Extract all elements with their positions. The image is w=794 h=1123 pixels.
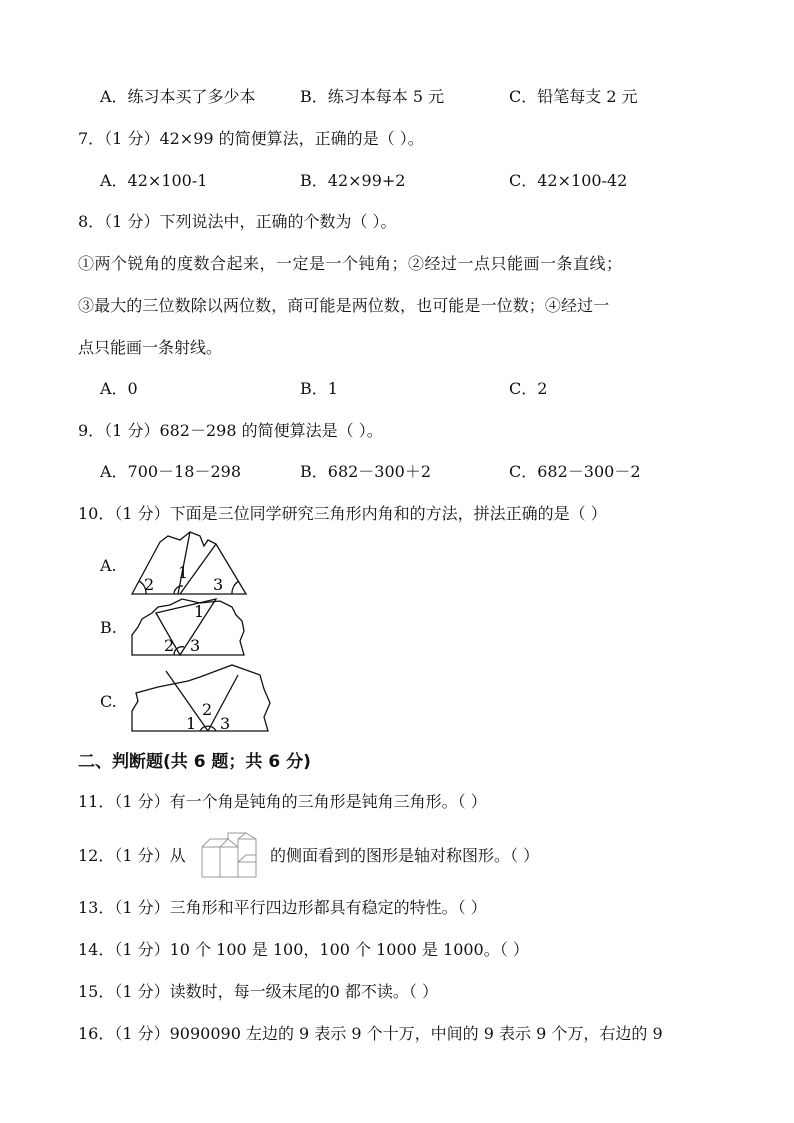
- q12-stem-suffix: 的侧面看到的图形是轴对称图形。（ ）: [270, 846, 540, 865]
- q6-option-b: B．练习本每本 5 元: [300, 87, 445, 106]
- q10-figure-c: [128, 663, 273, 735]
- q10-figure-b-angle-3: 3: [190, 636, 201, 655]
- q7-stem: 7．（1 分）42×99 的简便算法，正确的是（ ）。: [78, 129, 424, 148]
- q10-figure-a-angle-1: 1: [178, 563, 189, 582]
- q9-option-c: C．682－300－2: [509, 462, 641, 481]
- q7-option-b: B．42×99+2: [300, 171, 406, 190]
- q8-body-line-2: ③最大的三位数除以两位数，商可能是两位数，也可能是一位数；④经过一: [78, 296, 610, 315]
- q7-option-a: A．42×100-1: [100, 171, 208, 190]
- q12-stem-prefix: 12．（1 分）从: [78, 846, 186, 865]
- q11-stem: 11．（1 分）有一个角是钝角的三角形是钝角三角形。（ ）: [78, 792, 487, 811]
- q14-stem: 14．（1 分）10 个 100 是 100，100 个 1000 是 1000。（ ）: [78, 940, 529, 959]
- q16-stem: 16．（1 分）9090090 左边的 9 表示 9 个十万，中间的 9 表示 9 个万，右边的 9: [78, 1024, 663, 1043]
- q9-stem: 9．（1 分）682－298 的简便算法是（ ）。: [78, 421, 383, 440]
- q10-figure-a-angle-2: 2: [144, 575, 155, 594]
- q8-stem: 8．（1 分）下列说法中，正确的个数为（ ）。: [78, 212, 397, 231]
- q8-option-a: A．0: [100, 379, 138, 398]
- q13-stem: 13．（1 分）三角形和平行四边形都具有稳定的特性。（ ）: [78, 898, 487, 917]
- q10-figure-a-angle-3: 3: [213, 575, 224, 594]
- q10-stem: 10．（1 分）下面是三位同学研究三角形内角和的方法，拼法正确的是（ ）: [78, 504, 607, 523]
- q8-body-line-1: ①两个锐角的度数合起来，一定是一个钝角；②经过一点只能画一条直线；: [78, 254, 623, 273]
- q7-option-c: C．42×100-42: [509, 171, 628, 190]
- q9-option-a: A．700－18－298: [100, 462, 241, 481]
- q10-figure-c-label: C.: [100, 692, 117, 711]
- q12-cube-figure: [200, 831, 264, 879]
- q9-option-b: B．682－300＋2: [300, 462, 432, 481]
- q8-body-line-3: 点只能画一条射线。: [78, 338, 223, 357]
- q10-figure-c-angle-1: 1: [186, 714, 197, 733]
- q10-figure-b: [128, 597, 250, 659]
- q6-option-c: C．铅笔每支 2 元: [509, 87, 638, 106]
- q10-figure-b-angle-2: 2: [164, 636, 175, 655]
- q10-figure-a: [128, 528, 248, 598]
- q10-figure-a-label: A.: [100, 556, 117, 575]
- q10-figure-b-label: B.: [100, 618, 117, 637]
- q15-stem: 15．（1 分）读数时，每一级末尾的0 都不读。（ ）: [78, 982, 438, 1001]
- q8-option-c: C．2: [509, 379, 548, 398]
- q8-option-b: B．1: [300, 379, 338, 398]
- q6-option-a: A．练习本买了多少本: [100, 87, 256, 106]
- section-2-heading: 二、判断题(共 6 题；共 6 分): [78, 752, 311, 772]
- q10-figure-b-angle-1: 1: [194, 602, 205, 621]
- q10-figure-c-angle-3: 3: [220, 714, 231, 733]
- q10-figure-c-angle-2: 2: [202, 700, 213, 719]
